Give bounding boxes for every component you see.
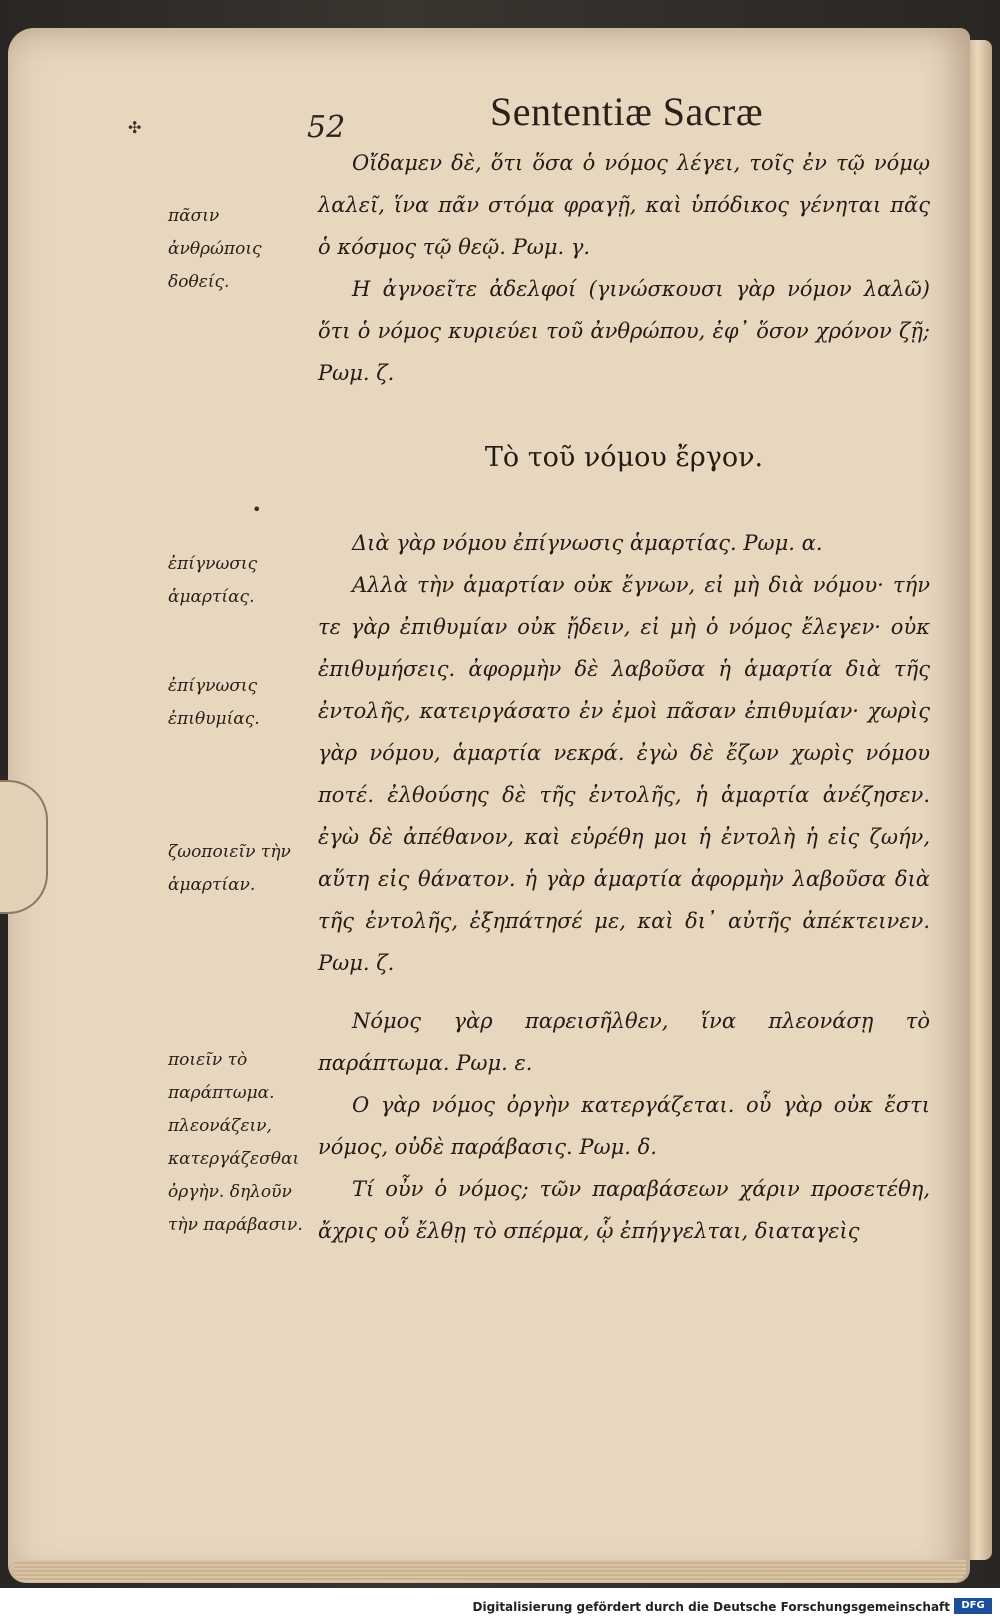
ink-mark: ✣: [128, 118, 142, 137]
paragraph: Οἴδαμεν δὲ, ὅτι ὅσα ὁ νόμος λέγει, τοῖς ἐν τῷ νόμῳ λαλεῖ, ἵνα πᾶν στόμα φραγῇ, καὶ ὑπόδικος γένηται πᾶς ὁ κόσμος τῷ θεῷ. Ρωμ. γ.: [318, 151, 930, 259]
paragraph: Αλλὰ τὴν ἁμαρτίαν οὐκ ἔγνων, εἰ μὴ διὰ νόμου· τήν τε γὰρ ἐπιθυμίαν οὐκ ᾔδειν, εἰ μὴ ὁ νόμος ἔλεγεν· οὐκ ἐπιθυμήσεις. ἀφορμὴν δὲ λαβοῦσα ἡ ἁμαρτία διὰ τῆς ἐντολῆς, κατειργάσατο ἐν ἐμοὶ πᾶσαν ἐπιθυμίαν· χωρὶς γὰρ νόμου, ἁμαρτία νεκρά. ἐγὼ δὲ ἔζων χωρὶς νόμου ποτέ. ἐλθούσης δὲ τῆς ἐντολῆς, ἡ ἁμαρτία ἀνέζησεν. ἐγὼ δὲ ἀπέθανον, καὶ εὑρέθη μοι ἡ ἐντολὴ ἡ εἰς ζωήν, αὕτη εἰς θάνατον. ἡ γὰρ ἁμαρτία ἀφορμὴν λαβοῦσα διὰ τῆς ἐντολῆς, ἐξηπάτησέ με, καὶ δι᾽ αὐτῆς ἀπέκτεινεν. Ρωμ. ζ.: [318, 573, 930, 975]
page-stack: [14, 1560, 966, 1582]
margin-note: ποιεῖν τὸ παράπτωμα. πλεονάζειν, κατεργάζεσθαι ὀργὴν. δηλοῦν τὴν παράβασιν.: [168, 1050, 303, 1235]
dfg-logo-icon: DFG: [954, 1598, 992, 1614]
digitization-credit: Digitalisierung gefördert durch die Deutsche Forschungsgemeinschaft: [472, 1600, 950, 1614]
margin-note: ζωοποιεῖν τὴν ἁμαρτίαν.: [168, 842, 291, 895]
ink-mark: •: [252, 500, 262, 519]
paragraph: Νόμος γὰρ παρεισῆλθεν, ἵνα πλεονάσῃ τὸ παράπτωμα. Ρωμ. ε.: [318, 1009, 930, 1075]
paragraph: Ο γὰρ νόμος ὀργὴν κατεργάζεται. οὗ γὰρ οὐκ ἔστι νόμος, οὐδὲ παράβασις. Ρωμ. δ.: [318, 1093, 930, 1159]
main-text: [318, 142, 930, 1252]
paragraph: Τί οὖν ὁ νόμος; τῶν παραβάσεων χάριν προσετέθη, ἄχρις οὗ ἔλθῃ τὸ σπέρμα, ᾧ ἐπήγγελται, διαταγεὶς: [318, 1177, 930, 1243]
page-clasp-tab: [0, 780, 48, 914]
page-number: 52: [307, 110, 346, 145]
next-page-edge: [968, 40, 992, 1560]
section-heading: Τὸ τοῦ νόμου ἔργον.: [484, 442, 764, 473]
margin-note: ἐπίγνωσις ἐπιθυμίας.: [168, 676, 260, 729]
paragraph: Η ἀγνοεῖτε ἀδελφοί (γινώσκουσι γὰρ νόμον λαλῶ) ὅτι ὁ νόμος κυριεύει τοῦ ἀνθρώπου, ἐφ᾽ ὅσον χρόνον ζῇ; Ρωμ. ζ.: [318, 277, 930, 385]
margin-note: ἐπίγνωσις ἁμαρτίας.: [168, 554, 258, 607]
margin-note: πᾶσιν ἀνθρώποις δοθείς.: [168, 206, 262, 292]
running-head: Sententiæ Sacræ: [490, 89, 764, 134]
paragraph: Διὰ γὰρ νόμου ἐπίγνωσις ἁμαρτίας. Ρωμ. α.: [352, 531, 823, 555]
